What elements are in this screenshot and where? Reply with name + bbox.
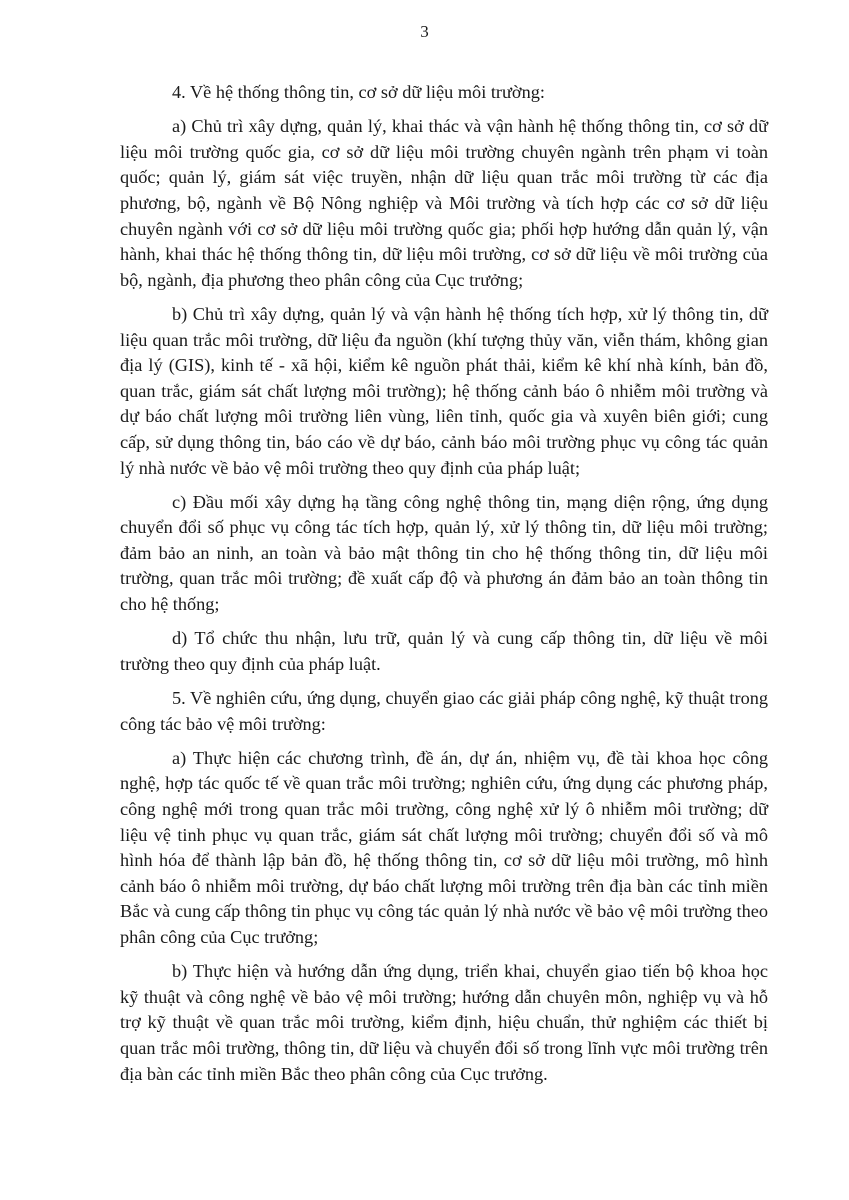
section-4-heading: 4. Về hệ thống thông tin, cơ sở dữ liệu môi trường: bbox=[172, 82, 545, 102]
page-number: 3 bbox=[420, 22, 429, 41]
section-4-item-b: b) Chủ trì xây dựng, quản lý và vận hành hệ thống tích hợp, xử lý thông tin, dữ liệu quan trắc môi trường, dữ liệu đa nguồn (khí tượng thủy văn, viễn thám, không gian địa lý (GIS), kinh tế - xã hội, kiểm kê nguồn phát thải, kiểm kê khí nhà kính, bản đồ, quan trắc, giám sát chất lượng môi trường); hệ thống cảnh báo ô nhiễm môi trường và dự báo chất lượng môi trường liên vùng, liên tỉnh, quốc gia và xuyên biên giới; cung cấp, sử dụng thông tin, báo cáo về dự báo, cảnh báo môi trường phục vụ công tác quản lý nhà nước về bảo vệ môi trường theo quy định của pháp luật; bbox=[120, 303, 768, 478]
section-5-item-b: b) Thực hiện và hướng dẫn ứng dụng, triển khai, chuyển giao tiến bộ khoa học kỹ thuật và công nghệ về bảo vệ môi trường; hướng dẫn chuyên môn, nghiệp vụ và hỗ trợ kỹ thuật về quan trắc môi trường, kiểm định, hiệu chuẩn, thử nghiệm các thiết bị quan trắc môi trường, thông tin, dữ liệu và chuyển đổi số trong lĩnh vực môi trường trên địa bàn các tỉnh miền Bắc theo phân công của Cục trưởng. bbox=[120, 961, 768, 1084]
section-4-item-a: a) Chủ trì xây dựng, quản lý, khai thác và vận hành hệ thống thông tin, cơ sở dữ liệu môi trường quốc gia, cơ sở dữ liệu môi trường chuyên ngành trên phạm vi toàn quốc; quản lý, giám sát việc truyền, nhận dữ liệu quan trắc môi trường từ các địa phương, bộ, ngành về Bộ Nông nghiệp và Môi trường và tích hợp các cơ sở dữ liệu chuyên ngành với cơ sở dữ liệu môi trường quốc gia; phối hợp hướng dẫn quản lý, vận hành, khai thác hệ thống thông tin, dữ liệu môi trường, cơ sở dữ liệu về môi trường của bộ, ngành, địa phương theo phân công của Cục trưởng; bbox=[120, 116, 768, 290]
section-5-heading: 5. Về nghiên cứu, ứng dụng, chuyển giao các giải pháp công nghệ, kỹ thuật trong công tác bảo vệ môi trường: bbox=[120, 688, 768, 734]
section-5-item-a: a) Thực hiện các chương trình, đề án, dự án, nhiệm vụ, đề tài khoa học công nghệ, hợp tác quốc tế về quan trắc môi trường; nghiên cứu, ứng dụng các phương pháp, công nghệ mới trong quan trắc môi trường, công nghệ xử lý ô nhiễm môi trường; dữ liệu vệ tinh phục vụ quan trắc, giám sát chất lượng môi trường; chuyển đổi số và mô hình hóa để thành lập bản đồ, hệ thống thông tin, cơ sở dữ liệu môi trường, mô hình cảnh báo ô nhiễm môi trường, dự báo chất lượng môi trường trên địa bàn các tỉnh miền Bắc và cung cấp thông tin phục vụ công tác quản lý nhà nước về bảo vệ môi trường theo phân công của Cục trưởng; bbox=[120, 747, 768, 947]
document-body bbox=[120, 80, 768, 1096]
section-4-item-c: c) Đầu mối xây dựng hạ tầng công nghệ thông tin, mạng diện rộng, ứng dụng chuyển đổi số phục vụ công tác tích hợp, quản lý, xử lý thông tin, dữ liệu môi trường; đảm bảo an ninh, an toàn và bảo mật thông tin cho hệ thống thông tin, dữ liệu môi trường, quan trắc môi trường; đề xuất cấp độ và phương án đảm bảo an toàn thông tin cho hệ thống; bbox=[120, 491, 768, 615]
section-4-item-d: d) Tổ chức thu nhận, lưu trữ, quản lý và cung cấp thông tin, dữ liệu về môi trường theo quy định của pháp luật. bbox=[120, 628, 768, 674]
